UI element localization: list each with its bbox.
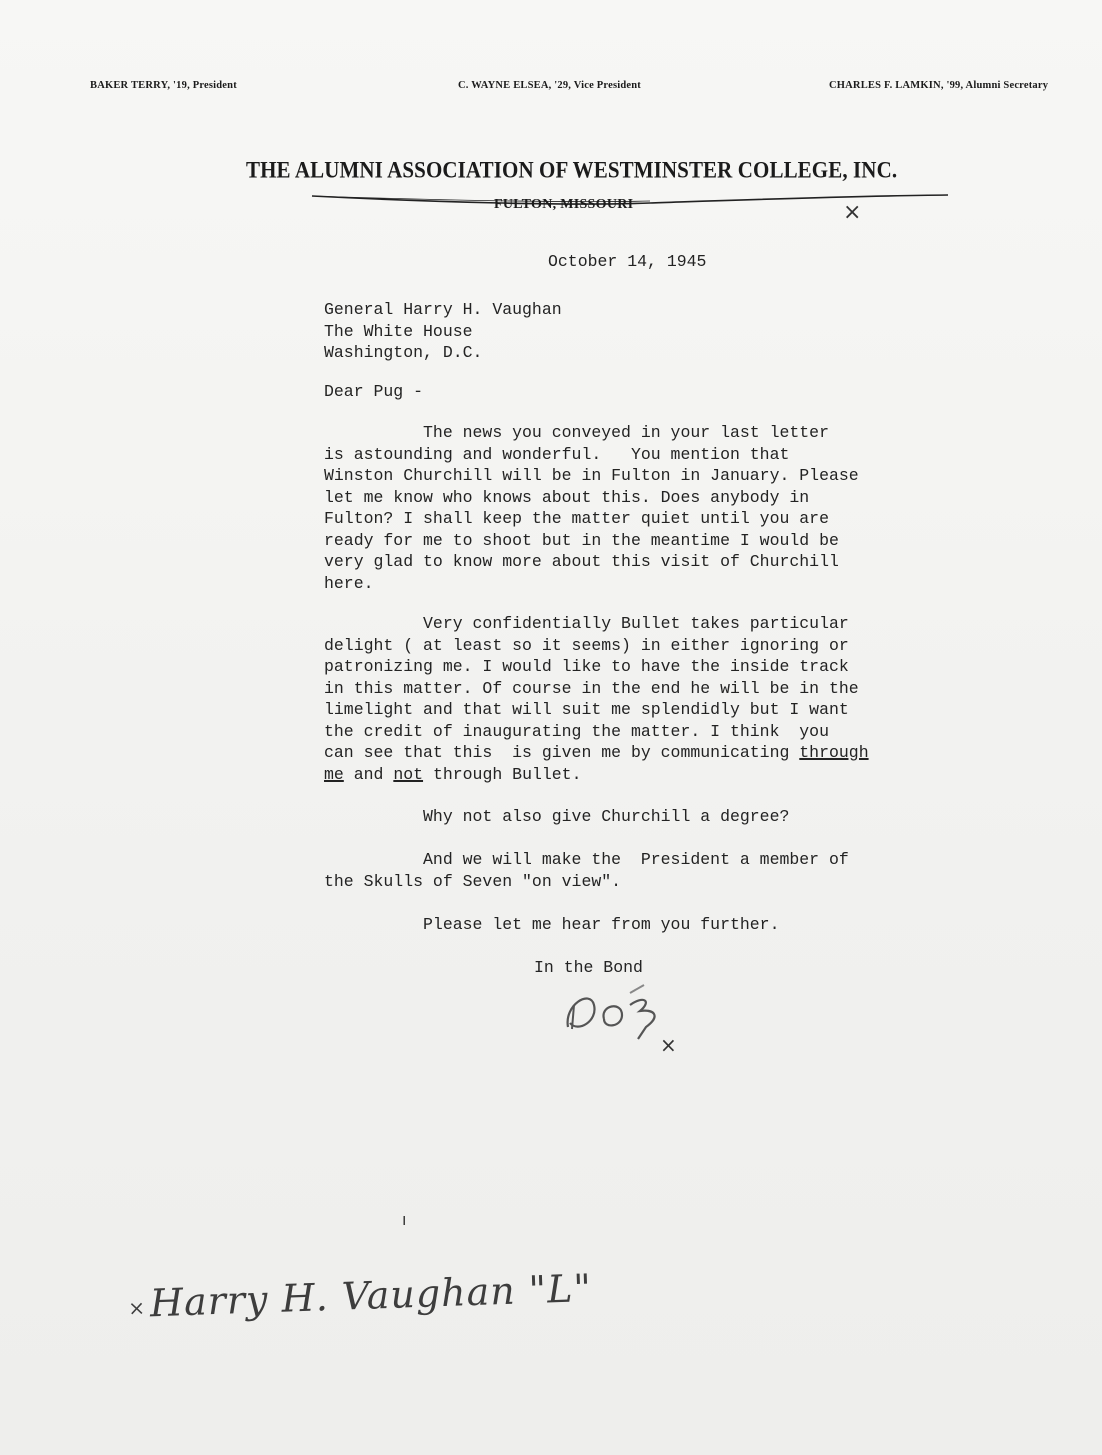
letterhead-president: BAKER TERRY, '19, President: [90, 80, 237, 91]
paragraph-3: Why not also give Churchill a degree?: [324, 807, 790, 826]
underlined-word: through: [799, 743, 869, 762]
body-line: delight ( at least so it seems) in either ignoring or: [324, 635, 849, 655]
body-line: patronizing me. I would like to have the inside track: [324, 657, 849, 676]
underlined-word: me: [324, 764, 344, 784]
address-line: General Harry H. Vaughan: [324, 300, 562, 319]
body-line: very glad to know more about this visit of Churchill: [324, 552, 839, 571]
letterhead-city: FULTON, MISSOURI: [494, 197, 634, 212]
body-line: Winston Churchill will be in Fulton in January. Please: [324, 466, 859, 485]
body-line: limelight and that will suit me splendidly but I want: [324, 700, 849, 719]
salutation: Dear Pug -: [324, 382, 424, 401]
paragraph-2: [324, 613, 869, 785]
underlined-word: not: [393, 764, 424, 784]
body-text: through Bullet.: [423, 764, 582, 784]
body-text: can see that this is given me by communicating: [324, 743, 800, 762]
body-line: here.: [324, 573, 374, 593]
address-line: The White House: [324, 321, 473, 341]
body-line: is astounding and wonderful. You mention that: [324, 444, 790, 464]
handwritten-note: [127, 1266, 592, 1326]
paragraph-5: Please let me hear from you further.: [324, 915, 780, 934]
body-text: and: [343, 764, 394, 784]
body-line: The news you conveyed in your last letter: [324, 423, 829, 442]
body-line: [324, 742, 869, 764]
pencil-mark: ı: [402, 1210, 407, 1229]
body-line: Fulton? I shall keep the matter quiet until you are: [324, 509, 829, 528]
letterhead-secretary: CHARLES F. LAMKIN, '99, Alumni Secretary: [829, 80, 1049, 91]
paragraph-1: [324, 422, 859, 594]
paragraph-4: [324, 849, 849, 892]
x-mark-top: ×: [843, 200, 862, 225]
body-line: the Skulls of Seven "on view".: [324, 871, 622, 891]
letterhead-vice-president: C. WAYNE ELSEA, '29, Vice President: [458, 80, 641, 91]
body-line: [324, 764, 869, 786]
address-line: Washington, D.C.: [324, 343, 483, 362]
body-line: Very confidentially Bullet takes particular: [324, 614, 849, 633]
x-mark-signature: ×: [660, 1033, 677, 1057]
body-line: And we will make the President a member of: [324, 850, 849, 869]
letter-date: October 14, 1945: [548, 252, 707, 271]
body-line: the credit of inaugurating the matter. I think you: [324, 721, 829, 741]
letterhead-organization: THE ALUMNI ASSOCIATION OF WESTMINSTER COLLEGE, INC.: [246, 156, 898, 183]
handwritten-note-text: Harry H. Vaughan "L": [149, 1265, 593, 1326]
x-mark-note: ×: [127, 1294, 147, 1320]
body-line: in this matter. Of course in the end he will be in the: [324, 678, 859, 698]
body-line: let me know who knows about this. Does anybody in: [324, 487, 810, 507]
recipient-address: [324, 299, 562, 364]
closing: In the Bond: [534, 958, 643, 977]
body-line: ready for me to shoot but in the meantime I would be: [324, 530, 839, 550]
